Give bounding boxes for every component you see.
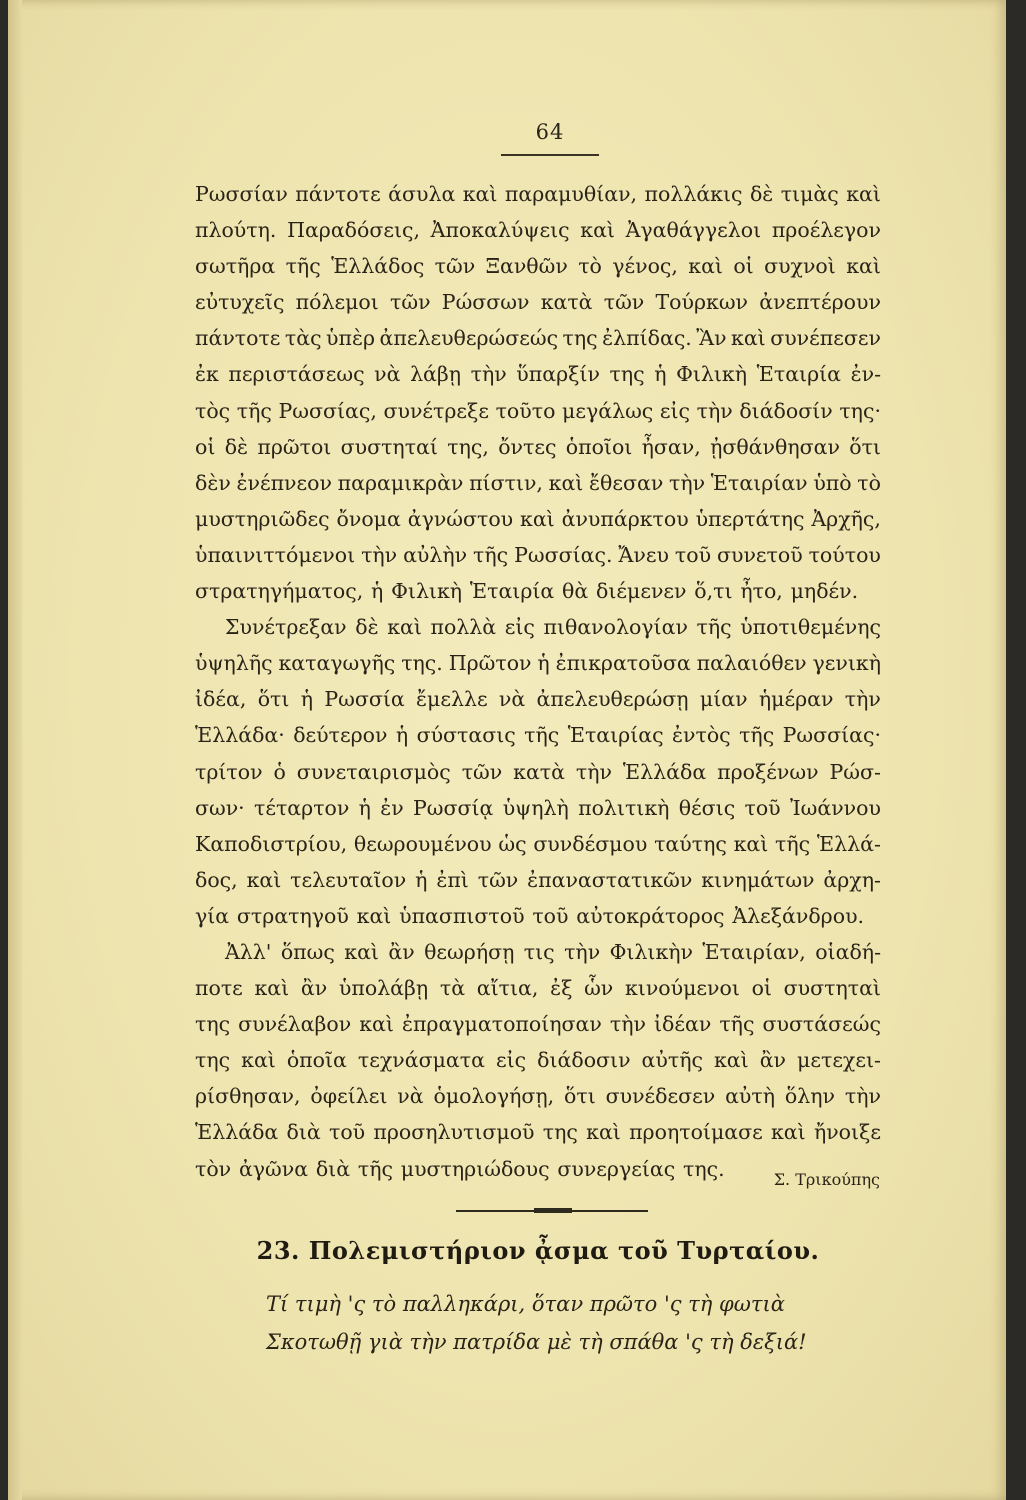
poem (266, 1285, 866, 1361)
poem-line: Σκοτωθῇ γιὰ τὴν πατρίδα μὲ τὴ σπάθα 'ς τὴ δεξιά! (266, 1330, 807, 1354)
text-line: ποτε καὶ ἂν ὑπολάβῃ τὰ αἴτια, ἐξ ὧν κινούμενοι οἱ συστηταὶ (195, 976, 881, 1001)
text-line: δος, καὶ τελευταῖον ἡ ἐπὶ τῶν ἐπαναστατικῶν κινημάτων ἀρχη- (195, 867, 881, 892)
text-line: οἱ δὲ πρῶτοι συστηταί της, ὄντες ὁποῖοι ἦσαν, ᾐσθάνθησαν ὅτι (195, 434, 881, 459)
text-line: Ἀλλ' ὅπως καὶ ἂν θεωρήσῃ τις τὴν Φιλικὴν Ἑταιρίαν, οἱαδή- (225, 939, 881, 964)
section-divider-ornament (534, 1208, 572, 1213)
poem-line: Τί τιμὴ 'ς τὸ παλληκάρι, ὅταν πρῶτο 'ς τὴ φωτιὰ (266, 1292, 785, 1316)
text-line: σων· τέταρτον ἡ ἐν Ρωσσίᾳ ὑψηλὴ πολιτικὴ θέσις τοῦ Ἰωάννου (195, 795, 881, 820)
book-page (8, 0, 1006, 1500)
text-line: ἐκ περιστάσεως νὰ λάβῃ τὴν ὕπαρξίν της ἡ Φιλικὴ Ἑταιρία ἐν- (195, 362, 881, 387)
text-line: Ἑλλάδα· δεύτερον ἡ σύστασις τῆς Ἑταιρίας ἐντὸς τῆς Ρωσσίας· (195, 723, 881, 748)
text-line: δὲν ἐνέπνεον παραμικρὰν πίστιν, καὶ ἔθεσαν τὴν Ἑταιρίαν ὑπὸ τὸ (195, 470, 881, 495)
text-line: πάντοτε τὰς ὑπὲρ ἀπελευθερώσεώς της ἐλπίδας. Ἂν καὶ συνέπεσεν (195, 326, 881, 351)
text-line: Ἑλλάδα διὰ τοῦ προσηλυτισμοῦ της καὶ προητοίμασε καὶ ἤνοιξε (195, 1120, 881, 1145)
page-binding-edge (8, 0, 22, 1500)
text-line: ὑψηλῆς καταγωγῆς της. Πρῶτον ἡ ἐπικρατοῦσα παλαιόθεν γενικὴ (195, 651, 881, 676)
text-line: μυστηριῶδες ὄνομα ἀγνώστου καὶ ἀνυπάρκτου ὑπερτάτης Ἀρχῆς, (195, 506, 881, 531)
page-number: 64 (535, 120, 565, 144)
text-line: της καὶ ὁποῖα τεχνάσματα εἰς διάδοσιν αὐτῆς καὶ ἂν μετεχει- (195, 1048, 881, 1073)
text-line: τὸς τῆς Ρωσσίας, συνέτρεξε τοῦτο μεγάλως εἰς τὴν διάδοσίν της· (195, 398, 881, 423)
text-line: εὐτυχεῖς πόλεμοι τῶν Ρώσσων κατὰ τῶν Τούρκων ἀνεπτέρουν (195, 290, 881, 315)
page-number-rule (501, 154, 599, 156)
section-heading: 23. Πολεμιστήριον ᾆσμα τοῦ Τυρταίου. (256, 1236, 820, 1265)
text-line: Ρωσσίαν πάντοτε άσυλα καὶ παραμυθίαν, πολλάκις δὲ τιμὰς καὶ (195, 182, 881, 206)
body-text (195, 176, 881, 1187)
text-line: τὸν ἀγῶνα διὰ τῆς μυστηριώδους συνεργείας της. (195, 1156, 725, 1181)
text-line: της συνέλαβον καὶ ἐπραγματοποίησαν τὴν ἰδέαν τῆς συστάσεώς (195, 1012, 881, 1037)
text-line: πλούτη. Παραδόσεις, Ἀποκαλύψεις καὶ Ἀγαθάγγελοι προέλεγον (195, 218, 881, 243)
text-line: στρατηγήματος, ἡ Φιλικὴ Ἑταιρία θὰ διέμενεν ὅ,τι ἦτο, μηδέν. (195, 579, 859, 604)
text-line: Καποδιστρίου, θεωρουμένου ὡς συνδέσμου ταύτης καὶ τῆς Ἑλλά- (195, 831, 881, 856)
text-line: σωτῆρα τῆς Ἑλλάδος τῶν Ξανθῶν τὸ γένος, καὶ οἱ συχνοὶ καὶ (195, 254, 881, 279)
text-line: γία στρατηγοῦ καὶ ὑπασπιστοῦ τοῦ αὐτοκράτορος Ἀλεξάνδρου. (195, 903, 865, 928)
text-line: Συνέτρεξαν δὲ καὶ πολλὰ εἰς πιθανολογίαν τῆς ὑποτιθεμένης (225, 615, 881, 640)
text-line: τρίτον ὁ συνεταιρισμὸς τῶν κατὰ τὴν Ἑλλάδα προξένων Ρώσ- (195, 759, 881, 784)
text-line: ἰδέα, ὅτι ἡ Ρωσσία ἔμελλε νὰ ἀπελευθερώσῃ μίαν ἡμέραν τὴν (195, 687, 881, 712)
text-line: ὑπαινιττόμενοι τὴν αὐλὴν τῆς Ρωσσίας. Ἄνευ τοῦ συνετοῦ τούτου (195, 542, 881, 567)
text-line: ρίσθησαν, ὀφείλει νὰ ὁμολογήσῃ, ὅτι συνέδεσεν αὐτὴ ὅλην τὴν (195, 1084, 881, 1109)
author-signature: Σ. Τρικούπης (773, 1170, 880, 1189)
